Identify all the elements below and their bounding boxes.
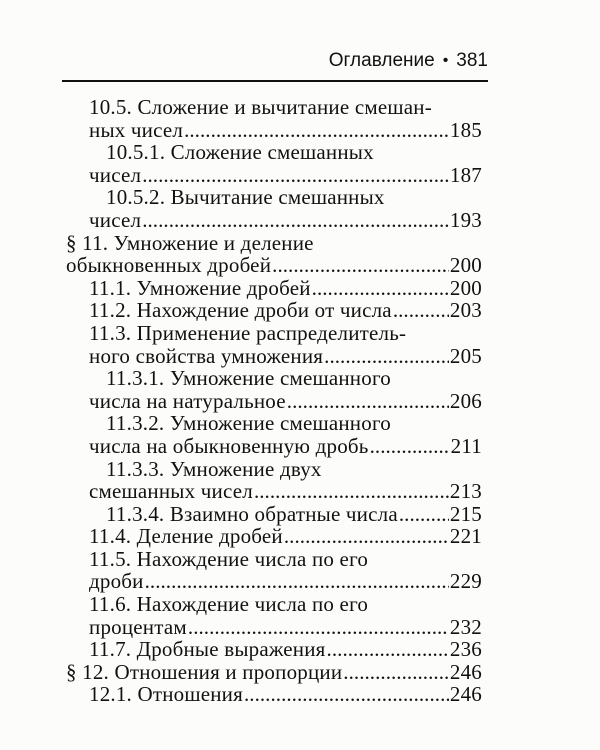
toc-entry-line: 10.5. Сложение и вычитание смешан- bbox=[89, 95, 432, 119]
toc-page-number: 211 bbox=[450, 433, 482, 458]
dot-leader bbox=[184, 119, 449, 142]
header-rule bbox=[62, 80, 488, 82]
toc-page-number: 213 bbox=[449, 479, 482, 504]
dot-leader bbox=[284, 525, 449, 548]
toc-entry[interactable] bbox=[89, 186, 482, 231]
toc-entry-line: 10.5.1. Сложение смешанных bbox=[106, 140, 374, 165]
toc-entry-line: 11.2. Нахождение дроби от числа bbox=[89, 298, 392, 323]
toc-page-number: 236 bbox=[449, 637, 482, 662]
toc-entry[interactable] bbox=[89, 367, 482, 412]
toc-entry[interactable] bbox=[66, 661, 482, 684]
toc-entry[interactable] bbox=[89, 593, 482, 638]
toc-entry[interactable] bbox=[89, 141, 482, 186]
toc-entry[interactable] bbox=[89, 412, 482, 457]
dot-leader bbox=[324, 345, 449, 368]
dot-leader bbox=[370, 435, 450, 458]
toc-entry-line: § 12. Отношения и пропорции bbox=[66, 659, 343, 684]
toc-entry[interactable] bbox=[89, 503, 482, 526]
toc-page-number: 203 bbox=[449, 298, 482, 323]
toc-entry-line: смешанных чисел bbox=[89, 479, 253, 504]
toc-entry[interactable] bbox=[66, 232, 482, 277]
toc-page-number: 232 bbox=[449, 614, 482, 639]
dot-leader bbox=[142, 164, 449, 187]
toc-entry[interactable] bbox=[89, 458, 482, 503]
dot-leader bbox=[145, 570, 449, 593]
toc-entry-line: 11.4. Деление дробей bbox=[89, 524, 283, 549]
dot-leader bbox=[312, 277, 449, 300]
dot-leader bbox=[327, 638, 449, 661]
dot-leader bbox=[188, 616, 449, 639]
toc-entry-line: 11.3.4. Взаимно обратные числа bbox=[106, 501, 398, 526]
toc-entry[interactable] bbox=[89, 277, 482, 300]
toc-entry-line: процентам bbox=[89, 614, 187, 639]
toc-page-number: 185 bbox=[449, 117, 482, 142]
toc-entry-line: чисел bbox=[89, 162, 142, 187]
toc-entry-line: чисел bbox=[89, 207, 142, 232]
toc-entry-line: 11.7. Дробные выражения bbox=[89, 637, 326, 662]
table-of-contents bbox=[0, 96, 600, 706]
dot-leader bbox=[287, 390, 449, 413]
toc-entry-line: числа на обыкновенную дробь bbox=[89, 433, 369, 458]
dot-leader bbox=[343, 661, 449, 684]
toc-entry[interactable] bbox=[89, 548, 482, 593]
toc-page-number: 246 bbox=[449, 682, 482, 707]
dot-leader bbox=[272, 254, 449, 277]
toc-entry[interactable] bbox=[89, 96, 482, 141]
dot-leader bbox=[254, 480, 449, 503]
header-section-title: Оглавление bbox=[328, 50, 435, 71]
toc-entry-line: 11.5. Нахождение числа по его bbox=[89, 546, 369, 571]
toc-entry-line: ных чисел bbox=[89, 117, 184, 142]
toc-entry[interactable] bbox=[89, 322, 482, 367]
dot-leader bbox=[142, 209, 449, 232]
toc-entry[interactable] bbox=[89, 683, 482, 706]
toc-page-number: 187 bbox=[449, 162, 482, 187]
toc-entry-line: § 11. Умножение и деление bbox=[66, 230, 314, 255]
dot-leader bbox=[244, 683, 449, 706]
toc-entry[interactable] bbox=[89, 638, 482, 661]
toc-entry-line: 12.1. Отношения bbox=[89, 682, 243, 707]
toc-page-number: 205 bbox=[449, 343, 482, 368]
toc-page-number: 246 bbox=[449, 659, 482, 684]
toc-entry-line: ного свойства умножения bbox=[89, 343, 324, 368]
toc-entry-line: 11.3.2. Умножение смешанного bbox=[106, 411, 391, 436]
header-separator: • bbox=[442, 52, 449, 69]
toc-page-number: 193 bbox=[449, 207, 482, 232]
toc-entry-line: 11.1. Умножение дробей bbox=[89, 275, 311, 300]
toc-entry-line: 11.3.1. Умножение смешанного bbox=[106, 366, 391, 391]
toc-page-number: 200 bbox=[449, 253, 482, 278]
toc-entry-line: 10.5.2. Вычитание смешанных bbox=[106, 185, 385, 210]
toc-page-number: 229 bbox=[449, 569, 482, 594]
header-page-number: 381 bbox=[456, 50, 488, 71]
running-header bbox=[62, 46, 488, 76]
toc-page-number: 200 bbox=[449, 275, 482, 300]
toc-entry-line: 11.6. Нахождение числа по его bbox=[89, 592, 369, 617]
toc-entry[interactable] bbox=[89, 299, 482, 322]
toc-entry-line: 11.3. Применение распределитель- bbox=[89, 320, 407, 345]
toc-entry-line: числа на натуральное bbox=[89, 388, 286, 413]
toc-entry[interactable] bbox=[89, 525, 482, 548]
toc-entry-line: обыкновенных дробей bbox=[66, 253, 272, 278]
toc-page-number: 215 bbox=[449, 501, 482, 526]
toc-entry-line: 11.3.3. Умножение двух bbox=[106, 456, 322, 481]
dot-leader bbox=[393, 299, 449, 322]
toc-page-number: 221 bbox=[449, 524, 482, 549]
toc-page-number: 206 bbox=[449, 388, 482, 413]
toc-entry-line: дроби bbox=[89, 569, 144, 594]
dot-leader bbox=[399, 503, 449, 526]
